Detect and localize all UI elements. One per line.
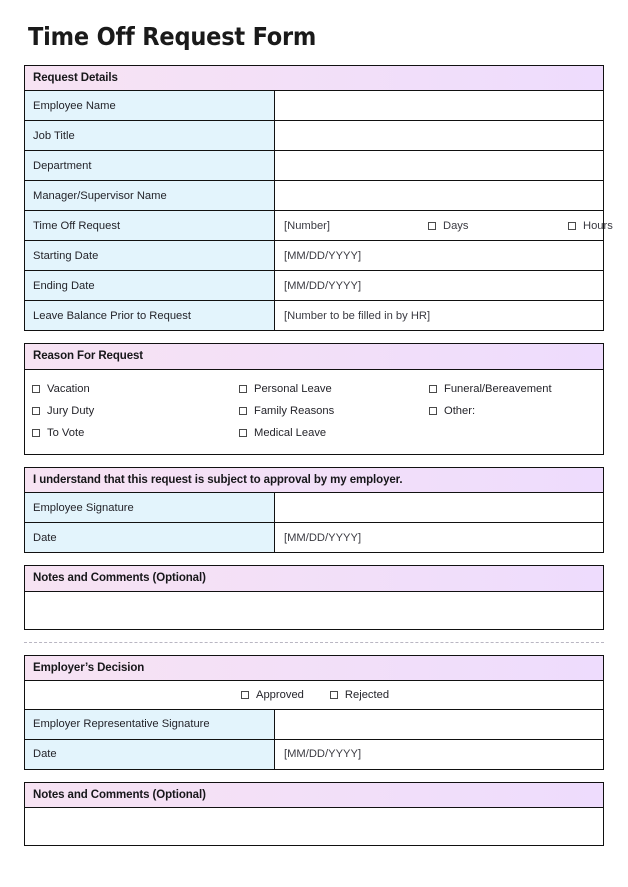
reason-option-label: Personal Leave — [254, 382, 332, 395]
checkbox-icon[interactable] — [330, 691, 338, 699]
manager-name-input[interactable] — [275, 181, 603, 210]
reason-options-row — [25, 378, 603, 400]
time-off-unit-hours-option[interactable] — [568, 220, 613, 232]
checkbox-icon[interactable] — [239, 429, 247, 437]
leave-balance-input[interactable]: [Number to be filled in by HR] — [275, 301, 603, 330]
table-row — [25, 301, 603, 330]
reason-option-label: Other: — [444, 404, 476, 417]
job-title-label: Job Title — [25, 121, 275, 150]
employer-signature-date-input[interactable]: [MM/DD/YYYY] — [275, 740, 603, 769]
department-label: Department — [25, 151, 275, 180]
employee-signature-date-label: Date — [25, 523, 275, 552]
reason-option-label: Family Reasons — [254, 404, 335, 417]
employer-signature-date-label: Date — [25, 740, 275, 769]
ending-date-label: Ending Date — [25, 271, 275, 300]
employee-name-input[interactable] — [275, 91, 603, 120]
section-divider — [24, 642, 604, 643]
table-row — [25, 493, 603, 523]
reason-option-personal-leave[interactable] — [239, 383, 429, 395]
time-off-request-value-cell — [275, 211, 613, 240]
decision-option-rejected[interactable] — [330, 689, 389, 701]
reason-option-vacation[interactable] — [32, 383, 239, 395]
reason-option-other[interactable] — [429, 405, 603, 417]
leave-balance-label: Leave Balance Prior to Request — [25, 301, 275, 330]
time-off-number-input[interactable]: [Number] — [284, 219, 331, 232]
reason-option-label: Vacation — [47, 382, 90, 395]
checkbox-icon[interactable] — [241, 691, 249, 699]
table-row — [25, 241, 603, 271]
checkbox-icon[interactable] — [429, 407, 437, 415]
checkbox-icon[interactable] — [239, 385, 247, 393]
starting-date-input[interactable]: [MM/DD/YYYY] — [275, 241, 603, 270]
table-row — [25, 181, 603, 211]
employer-signature-input[interactable] — [275, 710, 603, 739]
reason-option-to-vote[interactable] — [32, 427, 239, 439]
reason-option-label: To Vote — [47, 426, 85, 439]
checkbox-icon[interactable] — [429, 385, 437, 393]
employee-acknowledgement-heading: I understand that this request is subject to approval by my employer. — [25, 468, 603, 493]
employer-decision-heading: Employer’s Decision — [25, 656, 603, 681]
checkbox-icon[interactable] — [239, 407, 247, 415]
reason-option-jury-duty[interactable] — [32, 405, 239, 417]
reason-option-family-reasons[interactable] — [239, 405, 429, 417]
employer-signature-label: Employer Representative Signature — [25, 710, 275, 739]
job-title-input[interactable] — [275, 121, 603, 150]
employee-notes-heading: Notes and Comments (Optional) — [25, 566, 603, 591]
reason-for-request-heading: Reason For Request — [25, 344, 603, 369]
page-title: Time Off Request Form — [28, 22, 317, 51]
reason-option-label: Funeral/Bereavement — [444, 382, 552, 395]
time-off-unit-days-label: Days — [443, 219, 469, 232]
manager-name-label: Manager/Supervisor Name — [25, 181, 275, 210]
decision-option-approved[interactable] — [241, 689, 304, 701]
table-row — [25, 91, 603, 121]
employer-notes-section — [24, 782, 604, 846]
employer-decision-options-row — [25, 681, 603, 710]
reason-option-label: Medical Leave — [254, 426, 327, 439]
time-off-unit-days-option[interactable] — [428, 220, 568, 232]
employee-signature-date-input[interactable]: [MM/DD/YYYY] — [275, 523, 603, 552]
employee-signature-input[interactable] — [275, 493, 603, 522]
table-row — [25, 271, 603, 301]
checkbox-icon[interactable] — [32, 385, 40, 393]
reason-option-funeral-bereavement[interactable] — [429, 383, 603, 395]
decision-option-label: Rejected — [344, 688, 390, 701]
request-details-section — [24, 65, 613, 331]
employer-notes-heading: Notes and Comments (Optional) — [25, 783, 603, 808]
reason-options-row — [25, 422, 603, 444]
checkbox-icon[interactable] — [568, 222, 576, 230]
reason-option-medical-leave[interactable] — [239, 427, 429, 439]
employee-acknowledgement-section — [24, 467, 604, 553]
employee-name-label: Employee Name — [25, 91, 275, 120]
reason-options-row — [25, 400, 603, 422]
table-row — [25, 523, 603, 552]
decision-option-label: Approved — [256, 688, 304, 701]
employer-decision-section — [24, 655, 604, 770]
time-off-request-label: Time Off Request — [25, 211, 275, 240]
employer-notes-input[interactable] — [25, 808, 603, 845]
employee-signature-label: Employee Signature — [25, 493, 275, 522]
reason-option-label: Jury Duty — [47, 404, 95, 417]
employee-notes-section — [24, 565, 604, 629]
department-input[interactable] — [275, 151, 603, 180]
time-off-unit-hours-label: Hours — [583, 219, 613, 232]
employee-notes-input[interactable] — [25, 592, 603, 629]
request-details-heading: Request Details — [25, 66, 603, 91]
table-row — [25, 710, 603, 740]
checkbox-icon[interactable] — [32, 407, 40, 415]
starting-date-label: Starting Date — [25, 241, 275, 270]
reason-for-request-section — [24, 343, 604, 454]
checkbox-icon[interactable] — [428, 222, 436, 230]
table-row — [25, 121, 603, 151]
table-row — [25, 211, 613, 241]
table-row — [25, 740, 603, 769]
checkbox-icon[interactable] — [32, 429, 40, 437]
table-row — [25, 151, 603, 181]
ending-date-input[interactable]: [MM/DD/YYYY] — [275, 271, 603, 300]
reason-options-grid — [25, 370, 603, 454]
